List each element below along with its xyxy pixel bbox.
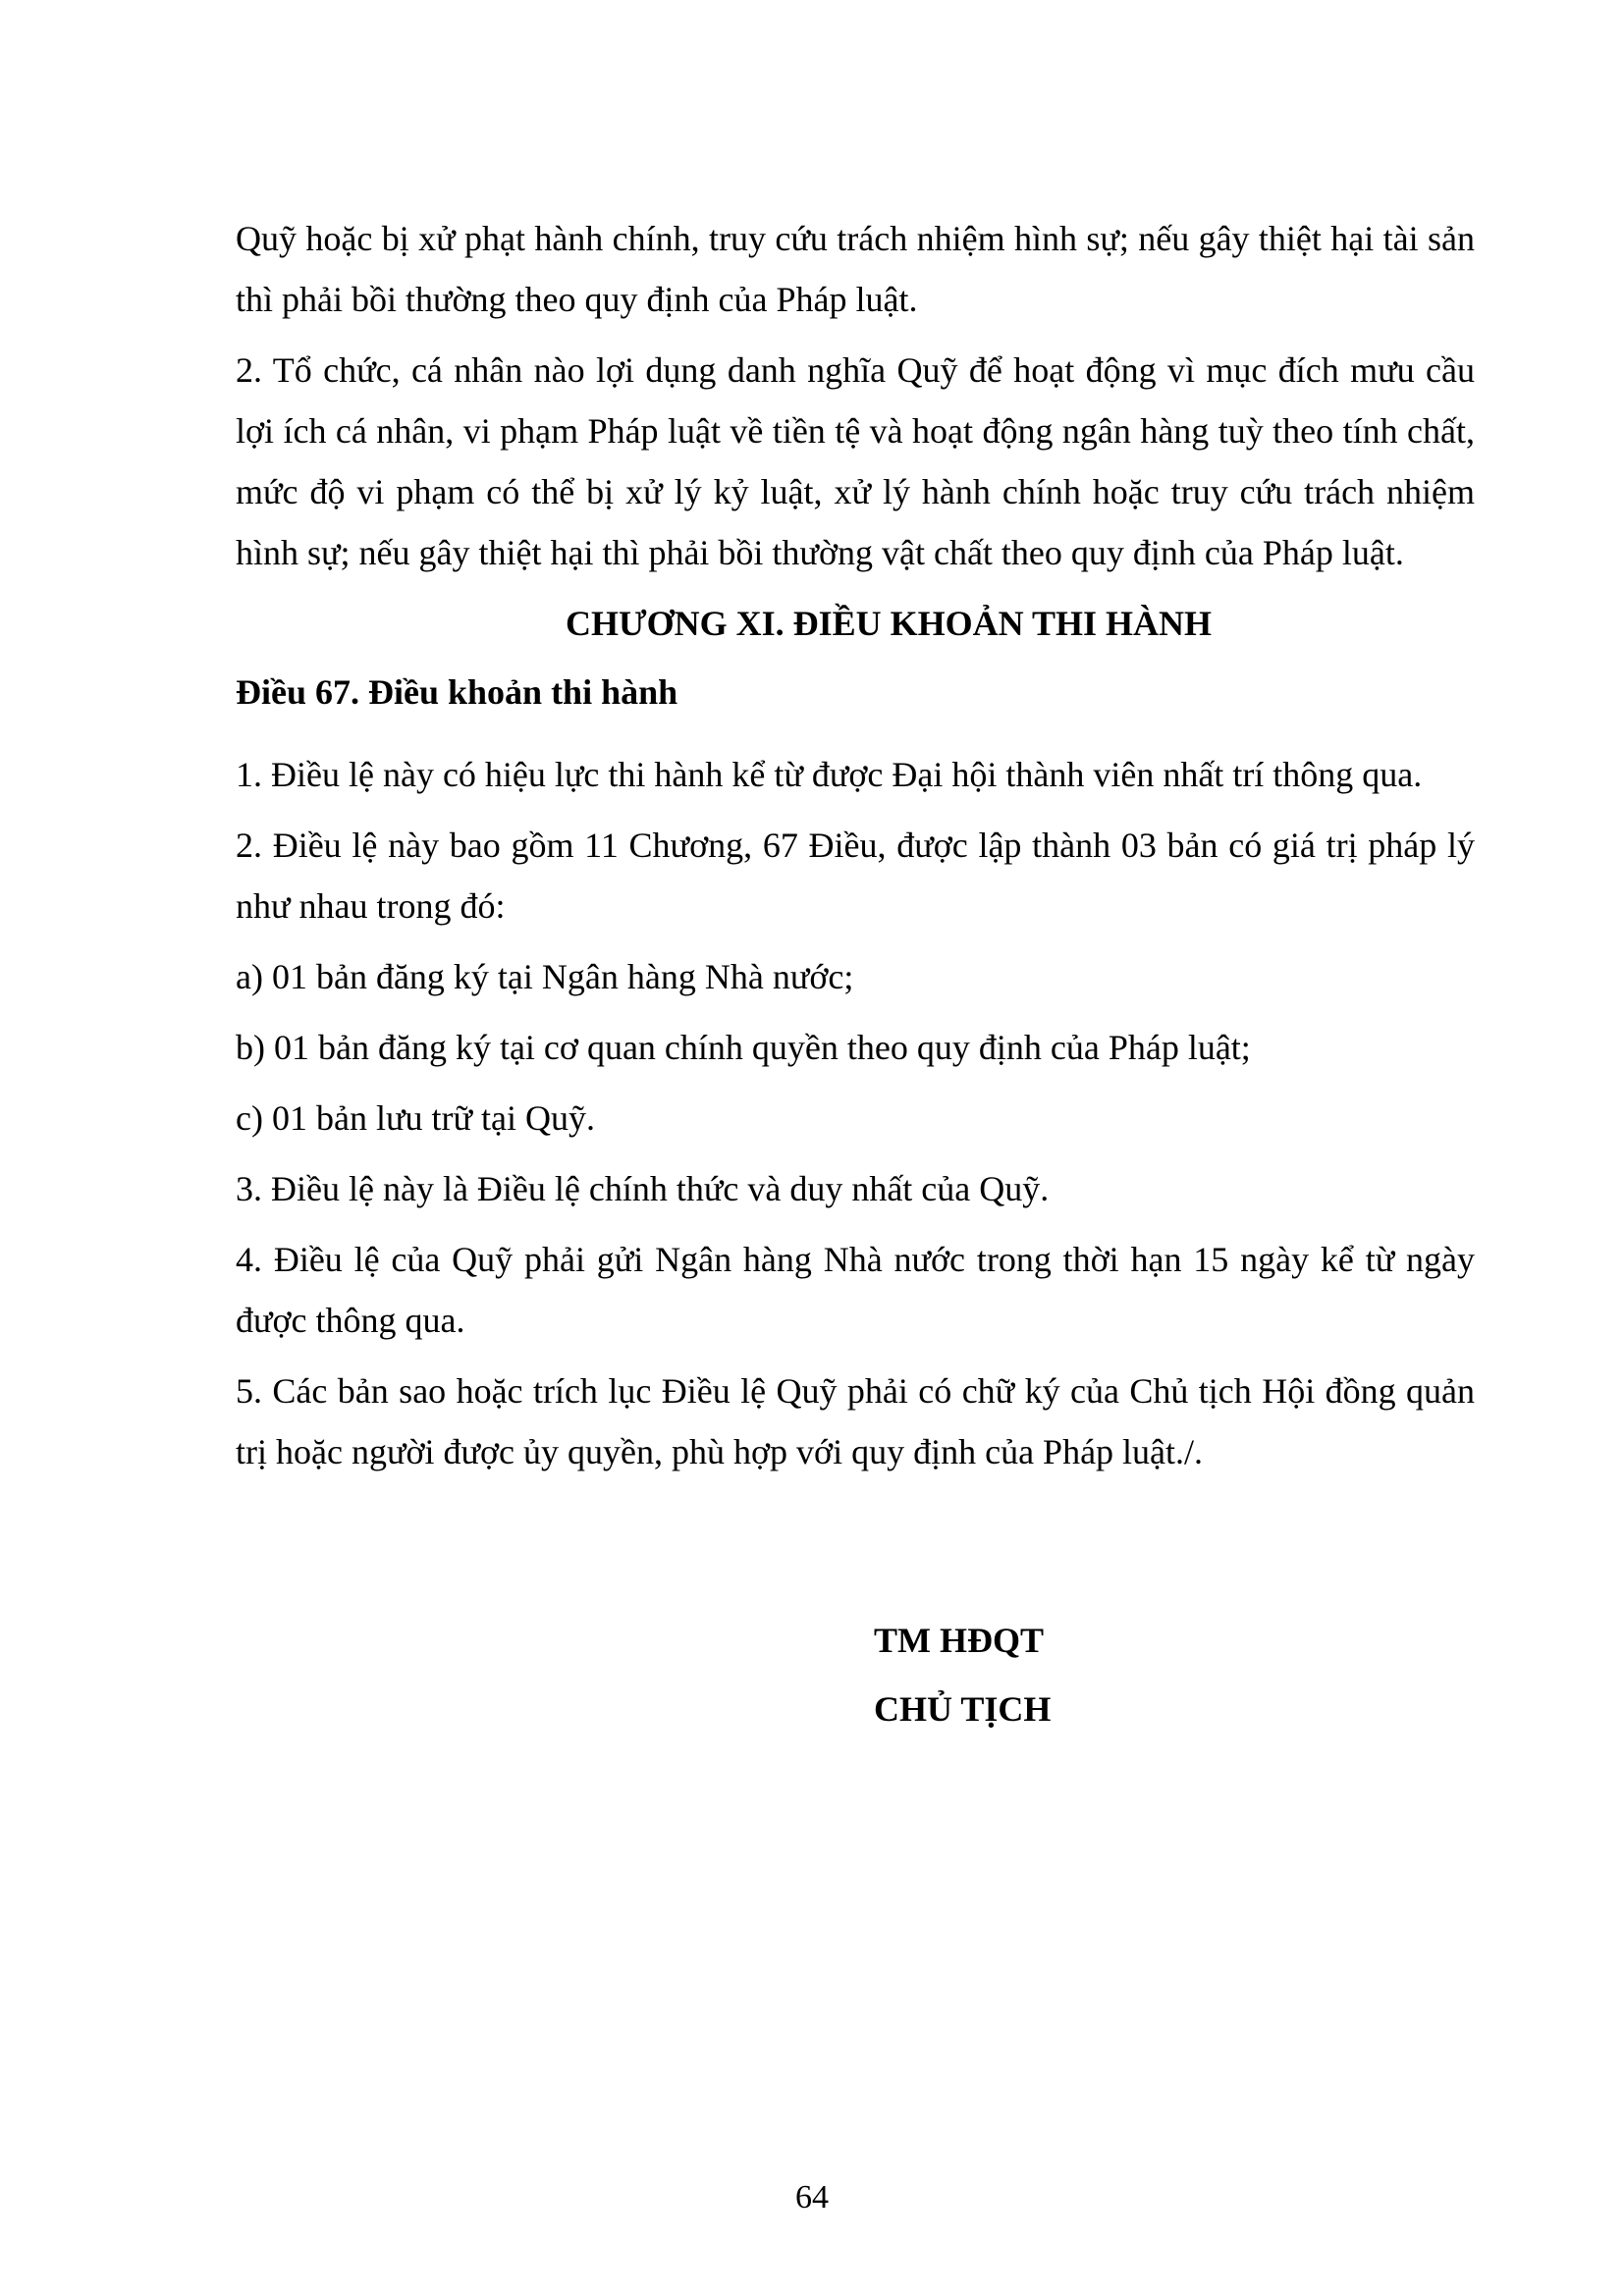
article-item-2a: a) 01 bản đăng ký tại Ngân hàng Nhà nước;	[236, 957, 854, 996]
article-item-5: 5. Các bản sao hoặc trích lục Điều lệ Quỹ phải có chữ ký của Chủ tịch Hội đồng quản trị hoặc người được ủy quyền, phù hợp với quy định của Pháp luật./.	[236, 1371, 1475, 1471]
page-number: 64	[795, 2179, 829, 2216]
signature-block	[874, 1610, 1051, 1747]
chapter-title: CHƯƠNG XI. ĐIỀU KHOẢN THI HÀNH	[565, 604, 1213, 643]
paragraph-continuation: Quỹ hoặc bị xử phạt hành chính, truy cứu trách nhiệm hình sự; nếu gây thiệt hại tài sản thì phải bồi thường theo quy định của Pháp luật.	[236, 219, 1475, 319]
article-item-2: 2. Điều lệ này bao gồm 11 Chương, 67 Điều, được lập thành 03 bản có giá trị pháp lý như nhau trong đó:	[236, 826, 1475, 926]
article-item-2b: b) 01 bản đăng ký tại cơ quan chính quyền theo quy định của Pháp luật;	[236, 1028, 1251, 1067]
article-item-4: 4. Điều lệ của Quỹ phải gửi Ngân hàng Nhà nước trong thời hạn 15 ngày kể từ ngày được thông qua.	[236, 1240, 1475, 1340]
signature-on-behalf: TM HĐQT	[874, 1621, 1045, 1660]
paragraph-clause-2: 2. Tổ chức, cá nhân nào lợi dụng danh nghĩa Quỹ để hoạt động vì mục đích mưu cầu lợi ích cá nhân, vi phạm Pháp luật về tiền tệ và hoạt động ngân hàng tuỳ theo tính chất, mức độ vi phạm có thể bị xử lý kỷ luật, xử lý hành chính hoặc truy cứu trách nhiệm hình sự; nếu gây thiệt hại thì phải bồi thường vật chất theo quy định của Pháp luật.	[236, 350, 1475, 572]
article-item-2c: c) 01 bản lưu trữ tại Quỹ.	[236, 1098, 595, 1138]
article-item-3: 3. Điều lệ này là Điều lệ chính thức và duy nhất của Quỹ.	[236, 1169, 1050, 1208]
article-item-1: 1. Điều lệ này có hiệu lực thi hành kể từ được Đại hội thành viên nhất trí thông qua.	[236, 755, 1423, 794]
document-body	[236, 208, 1475, 1492]
signature-title: CHỦ TỊCH	[874, 1689, 1052, 1729]
article-title: Điều 67. Điều khoản thi hành	[236, 672, 678, 712]
